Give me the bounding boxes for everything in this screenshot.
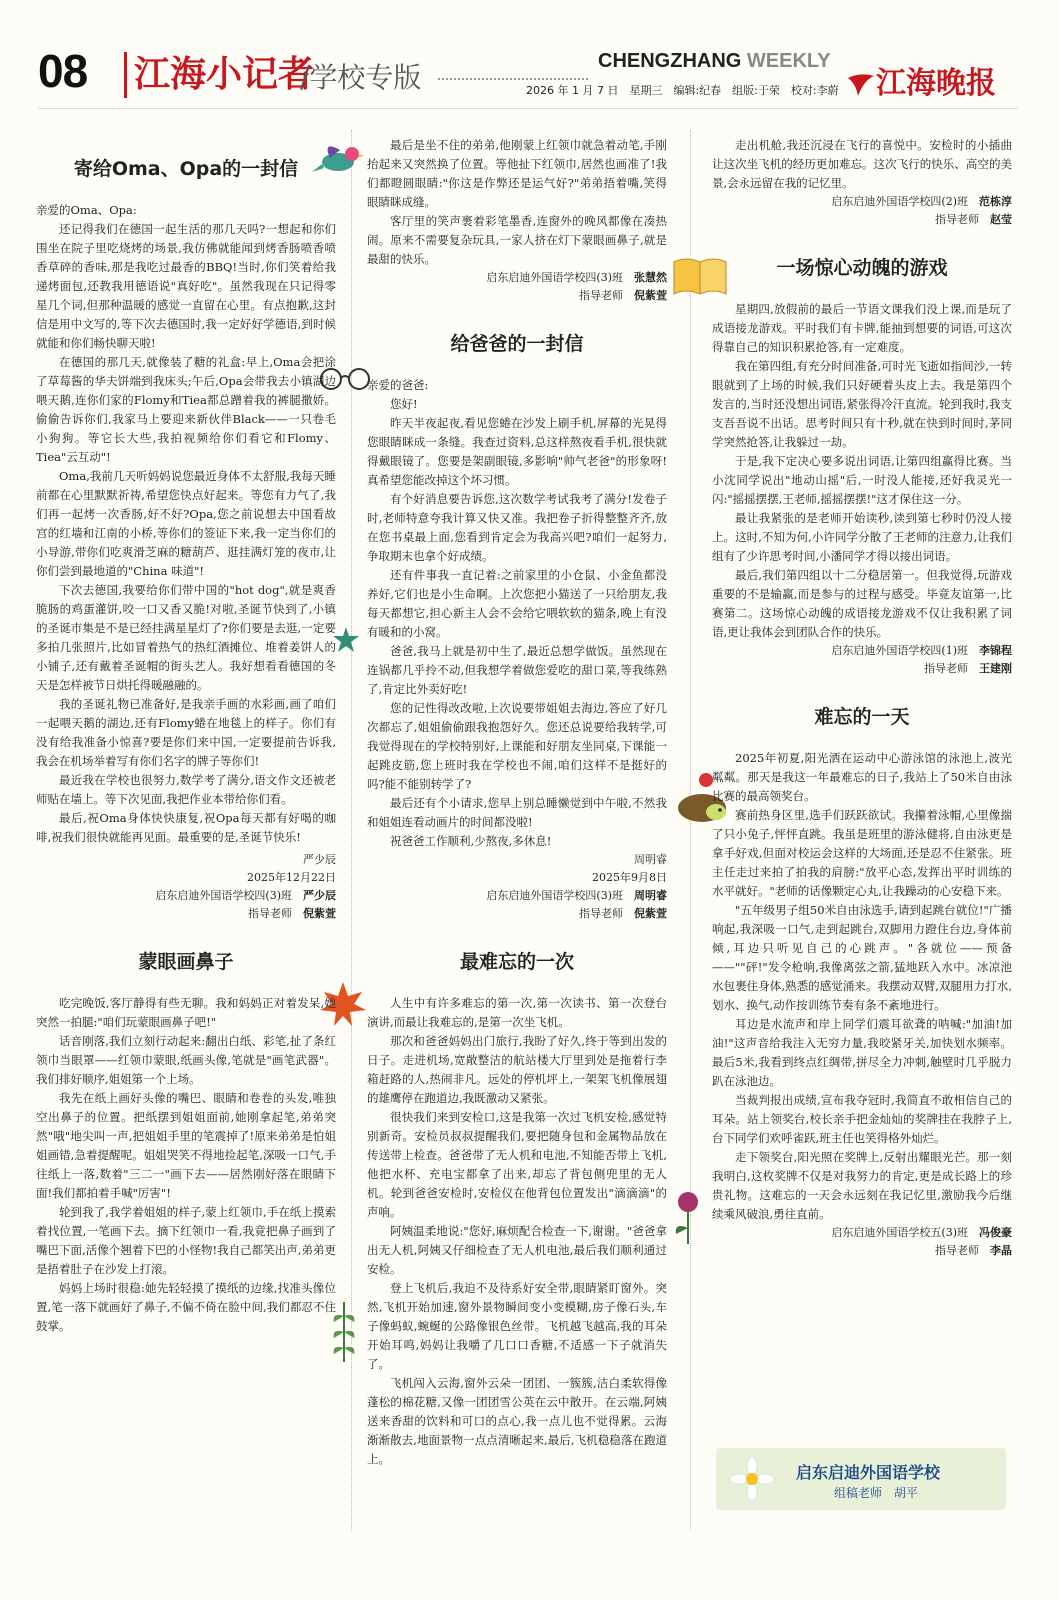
logo-mark-icon [846,70,876,100]
paragraph: 很快我们来到安检口,这是我第一次过飞机安检,感觉特别新奇。安检员叔叔提醒我们,要把随身包和金属物品放在传送带上检查。爸爸带了无人机和电池,不知能否带上飞机,他把水杯、充电宝都拿了出来,却忘了背包侧兜里的无人机。轮到爸爸安检时,安检仪在他背包位置发出"滴滴滴"的声响。 [367,1110,667,1219]
paragraph: 最后是坐不住的弟弟,他刚蒙上红领巾就急着动笔,手刚抬起来又突然换了位置。等他扯下红领巾,居然也画准了!我们都瞪圆眼睛:"你这是作弊还是运气好?"弟弟捂着嘴,笑得眼睛眯成缝。 [367,138,667,209]
star-icon [332,626,360,654]
paragraph: 那次和爸爸妈妈出门旅行,我盼了好久,终于等到出发的日子。走进机场,宽敞整洁的航站楼大厅里到处是拖着行李箱赶路的人,热闹非凡。远处的停机坪上,一架架飞机像展翅的雄鹰停在跑道边,我既激动又紧张。 [367,1034,667,1105]
paragraph: 走下领奖台,阳光照在奖牌上,反射出耀眼光芒。那一刻我明白,这枚奖牌不仅是对我努力的肯定,更是成长路上的珍贵礼物。这难忘的一天会永远刻在我记忆里,激励我今后继续乘风破浪,勇往直前。 [712,1150,1012,1221]
paragraph: 爸爸,我马上就是初中生了,最近总想学做饭。虽然现在连锅都几乎拎不动,但我想学着做您爱吃的甜口菜,等我练熟了,肯定比外卖好吃! [367,644,667,696]
paragraph: 吃完晚饭,客厅静得有些无聊。我和妈妈正对着发呆,她突然一拍腿:"咱们玩蒙眼画鼻子吧!" [36,996,336,1029]
paragraph: 祝爸爸工作顺利,少熬夜,多休息! [390,834,552,848]
article-title: 一场惊心动魄的游戏 [776,257,948,279]
column-1 [36,130,336,1344]
byline-author: 冯俊豪 [979,1226,1012,1239]
byline-author: 周明睿 [634,889,667,902]
byline-school: 启东启迪外国语学校四(3)班 [486,889,623,902]
paragraph: 飞机闯入云海,窗外云朵一团团、一簇簇,洁白柔软得像蓬松的棉花糖,又像一团团雪公英在云中散开。在云端,阿姨送来香甜的饮料和可口的点心,我一点儿也不觉得累。云海渐渐散去,地面景物一点点清晰起来,最后,飞机稳稳落在跑道上。 [367,1376,667,1466]
article-first-flight-cont [712,136,1012,229]
daisy-icon [728,1456,776,1502]
paragraph: 最后还有个小请求,您早上别总睡懒觉到中午啦,不然我和姐姐连看动画片的时间都没啦! [367,796,667,829]
paragraph: 有个好消息要告诉您,这次数学考试我考了满分!发卷子时,老师特意夸我计算又快又准。我把卷子折得整整齐齐,放在您书桌最上面,您看到肯定会为我高兴吧?咱们一起努力,争取期末也拿个好成绩。 [367,492,667,563]
paragraph: 2025年初夏,阳光洒在运动中心游泳馆的泳池上,波光粼粼。那天是我这一年最难忘的日子,我站上了50米自由泳比赛的最高领奖台。 [712,751,1012,803]
organizer-editor: 组稿老师 胡平 [834,1486,919,1500]
article-title: 蒙眼画鼻子 [138,951,234,973]
section-title: 江海小记者 [134,54,315,95]
paragraph: 我在第四组,有充分时间准备,可时光飞逝如指间沙,一转眼就到了上场的时候,我们只好硬着头皮上去。我是第四个发言的,当时还没想出词语,紧张得冷汗直流。轮到我时,我支支吾吾说不出话。思考时间只有十秒,就在快到时间时,茅同学突然抢答,让我躲过一劫。 [712,359,1012,449]
byline-school: 启东启迪外国语学校四(2)班 [831,195,968,208]
byline [712,193,1012,211]
teacher-line [712,1242,1012,1260]
letter-author: 周明睿 [634,853,667,866]
byline [712,642,1012,660]
paragraph: 耳边是水流声和岸上同学们震耳欲聋的呐喊:"加油!加油!"这声音给我注入无穷力量,我咬紧牙关,加快划水频率。最后5米,我看到终点红绸带,拼尽全力冲刺,触壁时几乎脱力趴在泳池边。 [712,1017,1012,1088]
article-blindfold-nose [36,947,336,1336]
column-2 [367,136,667,1477]
article-blindfold-nose-cont [367,136,667,305]
column-divider [690,130,691,1530]
teacher-line [367,905,667,923]
teacher-name: 赵莹 [990,213,1012,226]
paragraph: 您好! [390,397,418,411]
weekly-title-a: CHENGZHANG [598,50,742,72]
logo-text: 江海晚报 [876,66,996,101]
paragraph: 阿姨温柔地说:"您好,麻烦配合检查一下,谢谢。"爸爸拿出无人机,阿姨又仔细检查了无人机电池,最后我们顺利通过安检。 [367,1224,667,1276]
paragraph: 当裁判报出成绩,宣布我夺冠时,我简直不敢相信自己的耳朵。站上领奖台,校长亲手把金灿灿的奖牌挂在我脖子上,台下同学们欢呼雀跃,班主任也笑得格外灿烂。 [712,1093,1012,1145]
masthead-dotted-rule [438,78,588,80]
byline [36,887,336,905]
byline [367,269,667,287]
paragraph: 最让我紧张的是老师开始读秒,读到第七秒时仍没人接上。这时,不知为何,小许同学分散了王老师的注意力,让我们组有了少许思考时间,小潘同学才得以接出词语。 [712,511,1012,563]
flower-icon [670,1190,706,1246]
section-subtitle: /学校专版 [300,61,422,94]
paragraph: 您的记性得改改啦,上次说要带姐姐去海边,答应了好几次都忘了,姐姐偷偷跟我抱怨好久。您还总说要给我转学,可我觉得现在的学校特别好,上课能和好朋友坐同桌,下课能一起跳皮筋,您上班时我在学校也不闹,咱们这样不是挺好的吗?能不能别转学了? [367,701,667,791]
page-number: 08 [38,45,88,97]
weekly-title [598,50,831,73]
paragraph: 话音刚落,我们立刻行动起来:翻出白纸、彩笔,扯了条红领巾当眼罩——红领巾蒙眼,纸画头像,笔就是"画笔武器"。我们排好顺序,姐姐第一个上场。 [36,1034,336,1086]
paragraph: 走出机舱,我还沉浸在飞行的喜悦中。安检时的小插曲让这次坐飞机的经历更加难忘。这次飞行的快乐、高空的美景,会永远留在我的记忆里。 [712,138,1012,190]
organizer-box [716,1448,1006,1510]
paragraph: Oma,我前几天听妈妈说您最近身体不太舒服,我每天睡前都在心里默默祈祷,希望您快点好起来。等您有力气了,我们再一起烤一次香肠,好不好?Opa,您之前说想去中国看故宫的红墙和江南的小桥,等你们的签证下来,我一定当你们的小导游,带你们吃爽滑芝麻的糖葫芦、逛挂满灯笼的夜市,让你们尝到最地道的"China 味道"! [36,469,336,578]
paragraph: 妈妈上场时很稳:她先轻轻摸了摸纸的边缘,找准头像位置,笔一落下就画好了鼻子,不偏不倚在脸中间,我们都忍不住鼓掌。 [36,1281,336,1333]
byline-author: 张慧然 [634,271,667,284]
byline-school: 启东启迪外国语学校五(3)班 [831,1226,968,1239]
article-title: 给爸爸的一封信 [450,333,584,355]
paragraph: 我先在纸上画好头像的嘴巴、眼睛和卷卷的头发,唯独空出鼻子的位置。把纸摆到姐姐面前,她刚拿起笔,弟弟突然"哦"地尖叫一声,把姐姐手里的笔震掉了!原来弟弟是怕姐姐画错,急着提醒呢。姐姐哭笑不得地捡起笔,深吸一口气,手往纸上一落,数着"三二一"画下去——居然刚好落在眼睛下面!我们都拍着手喊"厉害"! [36,1091,336,1200]
paragraph: 还有件事我一直记着:之前家里的小仓鼠、小金鱼都没养好,它们也是小生命啊。上次您把小猫送了一只给朋友,我每天都想它,担心新主人会不会给它喂软软的猫条,晚上有没有暖和的小窝。 [367,568,667,639]
byline-school: 启东启迪外国语学校四(1)班 [831,644,968,657]
letter-date: 2025年9月8日 [592,871,667,884]
teacher-line [367,287,667,305]
byline-school: 启东启迪外国语学校四(3)班 [486,271,623,284]
paragraph: 还记得我们在德国一起生活的那几天吗?一想起和你们围坐在院子里吃烧烤的场景,我仿佛就能闻到烤香肠喷香喷香草碎的香味,那是我吃过最香的BBQ!当时,你们笑着给我递烤面包,还教我用德语说"真好吃"。虽然我现在只记得零星几个词,但那种温暖的感觉一直留在心里。有点抱歉,这封信是用中文写的,等下次去德国时,我一定好好学德语,到时候就能和你们畅快聊天啦! [36,222,336,350]
teacher-name: 李晶 [990,1244,1012,1257]
organizer-school: 启东启迪外国语学校 [796,1463,941,1482]
byline-author: 李锦程 [979,644,1012,657]
masthead [38,44,1018,114]
article-memorable-day [712,702,1012,1260]
teacher-label: 指导老师 [579,907,623,920]
paragraph: 最后,祝Oma身体快快康复,祝Opa每天都有好喝的咖啡,祝我们很快就能再见面。最重要的是,圣诞节快乐! [36,811,336,844]
article-title: 难忘的一天 [814,706,910,728]
paragraph: 人生中有许多难忘的第一次,第一次读书、第一次登台演讲,而最让我难忘的,是第一次坐飞机。 [367,996,667,1029]
teacher-label: 指导老师 [924,662,968,675]
column-3 [712,136,1012,1268]
issue-meta: 2026 年 1 月 7 日 星期三 编辑:纪春 组版:于荣 校对:李蔚 [526,84,839,97]
paragraph: 昨天半夜起夜,看见您蜷在沙发上刷手机,屏幕的光晃得您眼睛眯成一条缝。我查过资料,总这样熬夜看手机,很快就得戴眼镜了。您要是架副眼镜,多影响"帅气老爸"的形象呀!真希望您能改掉这个坏习惯。 [367,416,667,487]
paragraph: 于是,我下定决心要多说出词语,让第四组赢得比赛。当小沈同学说出"地动山摇"后,一时没人能接,还好我灵光一闪:"摇摇摆摆,王老师,摇摇摆摆!"这才保住这一分。 [712,454,1012,506]
teacher-label: 指导老师 [935,1244,979,1257]
letter-date: 2025年12月22日 [247,871,336,884]
teacher-name: 王建刚 [979,662,1012,675]
weekly-title-b: WEEKLY [741,50,831,72]
paragraph: 最近我在学校也很努力,数学考了满分,语文作文还被老师贴在墙上。等下次见面,我把作业本带给你们看。 [36,773,336,806]
article-letter-dad [367,329,667,923]
teacher-name: 倪紫萱 [634,289,667,302]
article-title: 寄给Oma、Opa的一封信 [73,158,299,180]
letter-author: 严少辰 [303,853,336,866]
paragraph: 登上飞机后,我迫不及待系好安全带,眼睛紧盯窗外。突然,飞机开始加速,窗外景物瞬间变小变模糊,房子像石头,车子像蚂蚁,蜿蜒的公路像银色丝带。飞机越飞越高,我的耳朵开始耳鸣,妈妈让我嚼了几口口香糖,不适感一下子就消失了。 [367,1281,667,1371]
byline-author: 严少辰 [303,889,336,902]
paragraph: 客厅里的笑声裹着彩笔墨香,连窗外的晚风都像在凑热闹。原来不需要复杂玩具,一家人挤在灯下蒙眼画鼻子,就是最甜的快乐。 [367,214,667,266]
paragraph: 最后,我们第四组以十二分稳居第一。但我觉得,玩游戏重要的不是输赢,而是参与的过程与感受。毕竟友谊第一,比赛第二。这场惊心动魄的成语接龙游戏不仅让我积累了词语,更让我体会到团队合作的快乐。 [712,568,1012,639]
teacher-label: 指导老师 [935,213,979,226]
header-rule [38,108,1018,109]
paragraph: 星期四,放假前的最后一节语文课我们没上课,而是玩了成语接龙游戏。平时我们有卡牌,能抽到想要的词语,可这次得靠自己的知识积累抢答,有一定难度。 [712,302,1012,354]
byline-author: 范栋淳 [979,195,1012,208]
paragraph: "五年级男子组50米自由泳选手,请到起跳台就位!"广播响起,我深吸一口气,走到起跳台,双脚用力蹬住台边,身体前倾,耳边只听见自己的心跳声。"各就位——预备——""砰!"发令枪响,我像离弦之箭,猛地跃入水中。冰凉池水包裹住身体,熟悉的感觉涌来。我摆动双臂,双腿用力打水,划水、换气,动作按训练节奏有条不紊地进行。 [712,903,1012,1012]
greeting: 亲爱的Oma、Opa: [36,203,137,217]
newspaper-logo [846,58,996,102]
paragraph: 赛前热身区里,选手们跃跃欲试。我攥着泳帽,心里像揣了只小兔子,怦怦直跳。我虽是班里的游泳健将,自由泳更是拿手好戏,但面对校运会这样的大场面,还是忍不住紧张。班主任走过来拍了拍我的肩膀:"放平心态,发挥出平时训练的水平就好。"老师的话像颗定心丸,让我躁动的心安稳下来。 [712,808,1012,898]
masthead-divider [124,52,127,98]
paragraph: 轮到我了,我学着姐姐的样子,蒙上红领巾,手在纸上摸索着找位置,一笔画下去。摘下红领巾一看,我竟把鼻子画到了嘴巴下面,活像个翘着下巴的小怪物!我自己都笑出声,弟弟更是捂着肚子在沙发上打滚。 [36,1205,336,1276]
paragraph: 我的圣诞礼物已准备好,是我亲手画的水彩画,画了咱们一起喂天鹅的湖边,还有Flomy蜷在地毯上的样子。你们有没有给我准备小惊喜?要是你们来中国,一定要提前告诉我,我会在机场举着写有你们名字的牌子等你们! [36,697,336,768]
greeting: 亲爱的爸爸: [367,378,429,392]
teacher-line [712,660,1012,678]
paragraph: 在德国的那几天,就像装了糖的礼盒:早上,Oma会把涂了草莓酱的华夫饼端到我床头;午后,Opa会带我去小镇湖边喂天鹅,连你们家的Flomy和Tiea都总蹭着我的裤腿撒娇。偷偷告诉你们,我家马上要迎来新伙伴Black——一只卷毛小狗狗。等它长大些,我拍视频给你们看它和Flomy、Tiea"云互动"! [36,355,336,464]
byline [367,887,667,905]
article-idiom-game [712,253,1012,678]
teacher-name: 倪紫萱 [634,907,667,920]
teacher-line [712,211,1012,229]
paragraph: 下次去德国,我要给你们带中国的"hot dog",就是爽香脆肠的鸡蛋灌饼,咬一口又香又脆!对啦,圣诞节快到了,小镇的圣诞市集是不是已经挂满星星灯了?你们要是去逛,一定要多拍几张照片,比如冒着热气的热红酒摊位、堆着姜饼人的小铺子,还有戴着圣诞帽的街头艺人。我好想看看德国的冬天是怎样被节日烘托得暖融融的。 [36,583,336,692]
teacher-line [36,905,336,923]
byline-school: 启东启迪外国语学校四(3)班 [155,889,292,902]
article-oma-opa [36,154,336,923]
article-title: 最难忘的一次 [459,951,574,973]
teacher-name: 倪紫萱 [303,907,336,920]
article-first-flight [367,947,667,1469]
byline [712,1224,1012,1242]
teacher-label: 指导老师 [579,289,623,302]
teacher-label: 指导老师 [248,907,292,920]
